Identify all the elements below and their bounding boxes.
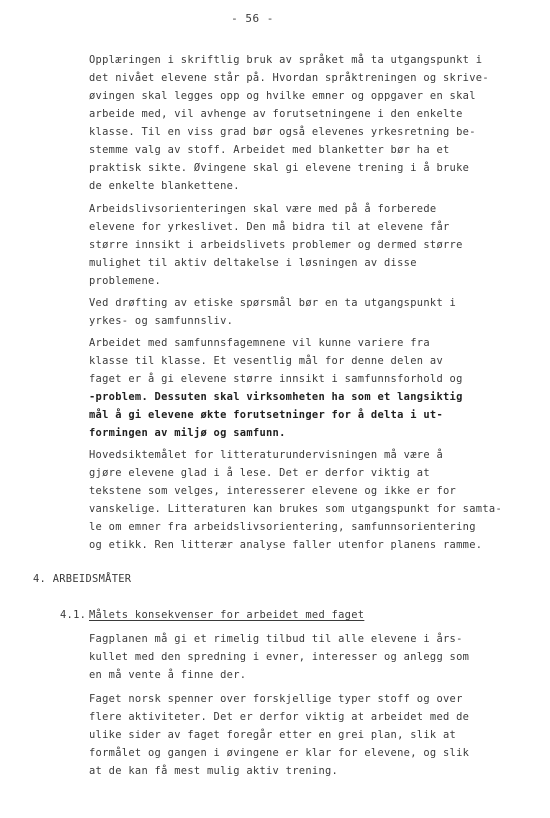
text-line: mulighet til aktiv deltakelse i løsningen av disse (89, 257, 417, 269)
text-line: mål å gi elevene økte forutsetninger for å delta i ut- (89, 409, 444, 421)
text-line: tekstene som velges, interesserer elevene og ikke er for (89, 485, 457, 497)
text-line: Hovedsiktemålet for litteraturundervisningen må være å (89, 449, 444, 461)
text-line: og etikk. Ren litterær analyse faller utenfor planens ramme. (89, 539, 483, 551)
text-line: gjøre elevene glad i å lese. Det er derfor viktig at (89, 467, 430, 479)
section-title: ARBEIDSMÅTER (52, 573, 132, 585)
text-line: det nivået elevene står på. Hvordan språktreningen og skrive- (89, 72, 489, 84)
paragraph-ethics (89, 294, 507, 330)
text-line: øvingen skal legges opp og hvilke emner og oppgaver en skal (89, 90, 476, 102)
paragraph-written-language (89, 51, 507, 195)
paragraph-social-studies (89, 334, 507, 442)
text-line: formingen av miljø og samfunn. (89, 427, 286, 439)
page-number: - 56 - (231, 12, 274, 25)
text-line: Ved drøfting av etiske spørsmål bør en ta utgangspunkt i (89, 297, 457, 309)
text-line: flere aktiviteter. Det er derfor viktig at arbeidet med de (89, 711, 470, 723)
section-heading (33, 573, 131, 585)
paragraph-working-life (89, 200, 507, 290)
text-line: formålet og gangen i øvingene er klar for elevene, og slik (89, 747, 470, 759)
text-line: Arbeidslivsorienteringen skal være med på å forberede (89, 203, 437, 215)
text-line: større innsikt i arbeidslivets problemer og dermed større (89, 239, 463, 251)
text-line: klasse til klasse. Et vesentlig mål for denne delen av (89, 355, 444, 367)
text-line: faget er å gi elevene større innsikt i samfunnsforhold og (89, 373, 463, 385)
text-line: vanskelige. Litteraturen kan brukes som utgangspunkt for samta- (89, 503, 503, 515)
section-number: 4. (33, 573, 47, 585)
subsection-number: 4.1. (60, 609, 87, 621)
text-line: Fagplanen må gi et rimelig tilbud til alle elevene i års- (89, 633, 463, 645)
paragraph-literature (89, 446, 507, 554)
text-line: kullet med den spredning i evner, interesser og anlegg som (89, 651, 470, 663)
subsection-title: Målets konsekvenser for arbeidet med faget (89, 609, 365, 621)
text-line: elevene for yrkeslivet. Den må bidra til at elevene får (89, 221, 450, 233)
text-line: at de kan få mest mulig aktiv trening. (89, 765, 339, 777)
text-line: ulike sider av faget foregår etter en grei plan, slik at (89, 729, 457, 741)
paragraph-norwegian-subject (89, 690, 507, 780)
text-line: le om emner fra arbeidslivsorientering, samfunnsorientering (89, 521, 476, 533)
text-line: yrkes- og samfunnsliv. (89, 315, 234, 327)
text-line: praktisk sikte. Øvingene skal gi elevene trening i å bruke (89, 162, 470, 174)
text-line: problemene. (89, 275, 162, 287)
text-line: en må vente å finne der. (89, 669, 247, 681)
text-line: klasse. Til en viss grad bør også elevenes yrkesretning be- (89, 126, 476, 138)
paragraph-curriculum-offer (89, 630, 507, 684)
text-line: arbeide med, vil avhenge av forutsetningene i den enkelte (89, 108, 463, 120)
text-line: stemme valg av stoff. Arbeidet med blanketter bør ha et (89, 144, 450, 156)
text-line: -problem. Dessuten skal virksomheten ha som et langsiktig (89, 391, 463, 403)
text-line: de enkelte blankettene. (89, 180, 240, 192)
text-line: Arbeidet med samfunnsfagemnene vil kunne variere fra (89, 337, 430, 349)
text-line: Faget norsk spenner over forskjellige typer stoff og over (89, 693, 463, 705)
text-line: Opplæringen i skriftlig bruk av språket må ta utgangspunkt i (89, 54, 483, 66)
